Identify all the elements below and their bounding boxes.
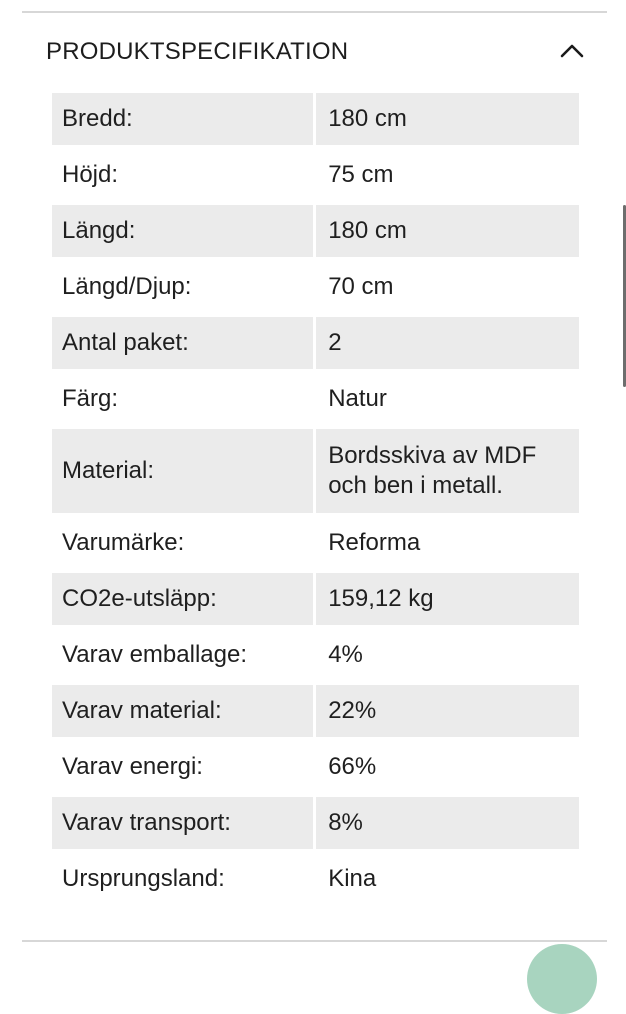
spec-label: Längd/Djup: bbox=[52, 261, 316, 317]
spec-label: CO2e-utsläpp: bbox=[52, 573, 316, 629]
spec-label: Längd: bbox=[52, 205, 316, 261]
spec-label: Varav material: bbox=[52, 685, 316, 741]
spec-row bbox=[52, 573, 579, 629]
spec-value: Bordsskiva av MDF och ben i metall. bbox=[316, 429, 579, 517]
spec-row bbox=[52, 685, 579, 741]
spec-row bbox=[52, 853, 579, 909]
spec-row bbox=[52, 317, 579, 373]
spec-row bbox=[52, 741, 579, 797]
spec-row bbox=[52, 629, 579, 685]
spec-value: 4% bbox=[316, 629, 579, 685]
spec-row bbox=[52, 261, 579, 317]
spec-row bbox=[52, 797, 579, 853]
spec-value: 75 cm bbox=[316, 149, 579, 205]
spec-value: 66% bbox=[316, 741, 579, 797]
spec-label: Antal paket: bbox=[52, 317, 316, 373]
spec-value: 2 bbox=[316, 317, 579, 373]
spec-value: 159,12 kg bbox=[316, 573, 579, 629]
spec-label: Varav emballage: bbox=[52, 629, 316, 685]
spec-table bbox=[52, 93, 579, 909]
chevron-up-icon[interactable] bbox=[559, 38, 585, 64]
spec-row bbox=[52, 149, 579, 205]
spec-value: Kina bbox=[316, 853, 579, 909]
spec-label: Varav transport: bbox=[52, 797, 316, 853]
spec-value: 8% bbox=[316, 797, 579, 853]
spec-value: 180 cm bbox=[316, 205, 579, 261]
product-spec-accordion-header[interactable] bbox=[22, 13, 607, 91]
spec-label: Varav energi: bbox=[52, 741, 316, 797]
spec-row bbox=[52, 373, 579, 429]
spec-row bbox=[52, 205, 579, 261]
spec-label: Varumärke: bbox=[52, 517, 316, 573]
spec-value: Natur bbox=[316, 373, 579, 429]
section-title: PRODUKTSPECIFIKATION bbox=[46, 38, 349, 65]
spec-row bbox=[52, 429, 579, 517]
spec-value: 70 cm bbox=[316, 261, 579, 317]
spec-value: 22% bbox=[316, 685, 579, 741]
spec-label: Ursprungsland: bbox=[52, 853, 316, 909]
floating-action-button[interactable] bbox=[527, 944, 597, 1014]
spec-value: Reforma bbox=[316, 517, 579, 573]
spec-label: Material: bbox=[52, 429, 316, 517]
bottom-divider bbox=[22, 940, 607, 942]
spec-row bbox=[52, 517, 579, 573]
spec-label: Höjd: bbox=[52, 149, 316, 205]
spec-value: 180 cm bbox=[316, 93, 579, 149]
spec-label: Färg: bbox=[52, 373, 316, 429]
spec-row bbox=[52, 93, 579, 149]
spec-label: Bredd: bbox=[52, 93, 316, 149]
